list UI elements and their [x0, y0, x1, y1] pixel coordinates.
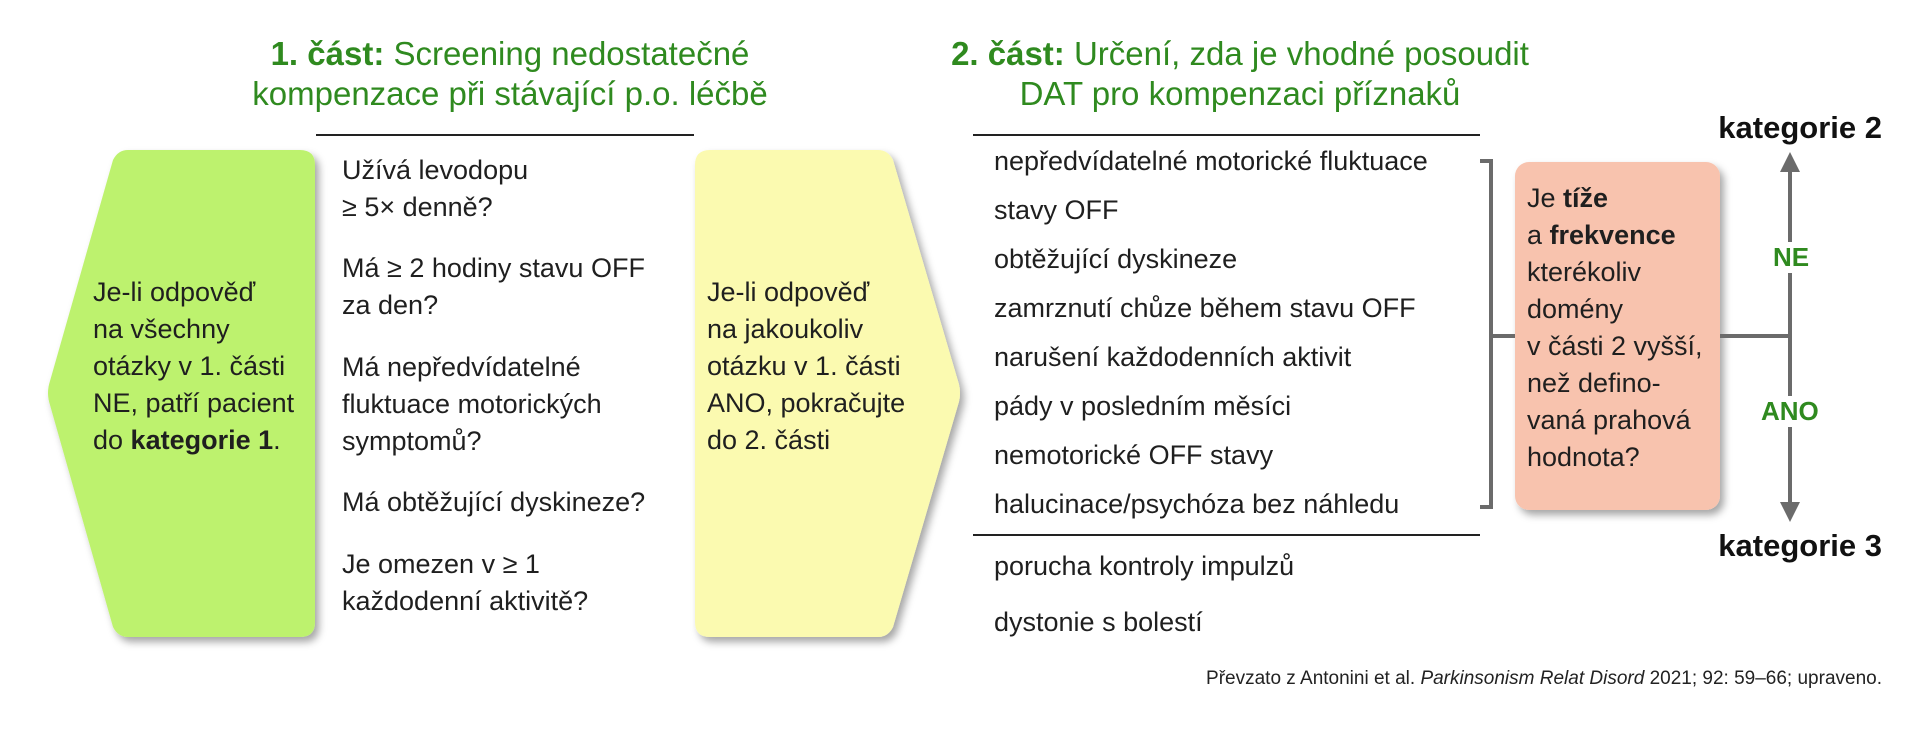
- part2-heading-line1: Určení, zda je vhodné posoudit: [1073, 35, 1529, 72]
- decision-line: vaná prahová: [1527, 405, 1691, 435]
- part1-heading-line2: kompenzace při stávající p.o. léčbě: [252, 75, 768, 112]
- criterion: zamrznutí chůze během stavu OFF: [994, 293, 1416, 323]
- left-box-last-prefix: do: [93, 425, 131, 455]
- decision-line-1: [1527, 180, 1712, 217]
- decision-l2-bold: frekvence: [1549, 220, 1676, 250]
- question-2-line2: za den?: [342, 290, 439, 320]
- question-1: [342, 152, 682, 226]
- decision-box-text: [1527, 180, 1712, 476]
- source-citation: [1206, 668, 1882, 690]
- question-1-line2: ≥ 5× denně?: [342, 192, 493, 222]
- middle-box-line: ANO, pokračujte: [707, 388, 906, 418]
- decision-line: než defino-: [1527, 368, 1661, 398]
- decision-line: hodnota?: [1527, 442, 1640, 472]
- yes-label: ANO: [1761, 396, 1819, 426]
- question-3-line3: symptomů?: [342, 426, 482, 456]
- left-box-line: otázky v 1. části: [93, 351, 286, 381]
- part1-heading-bold: 1. část:: [270, 35, 385, 72]
- source-journal: Parkinsonism Relat Disord: [1420, 668, 1645, 689]
- decision-l1-prefix: Je: [1527, 183, 1564, 213]
- extra-criterion: porucha kontroly impulzů: [994, 551, 1295, 581]
- middle-box-line: otázku v 1. části: [707, 351, 901, 381]
- decision-line: kterékoliv: [1527, 257, 1642, 287]
- question-4: [342, 484, 682, 521]
- part1-heading-line1: Screening nedostatečné: [393, 35, 750, 72]
- decision-l1-bold: tíže: [1563, 183, 1609, 213]
- question-1-line1: Užívá levodopu: [342, 155, 529, 185]
- left-box-line: Je-li odpověď: [93, 277, 256, 307]
- question-5: [342, 546, 682, 620]
- left-box-line: NE, patří pacient: [93, 388, 295, 418]
- source-prefix: Převzato z Antonini et al.: [1206, 668, 1421, 689]
- criterion: stavy OFF: [994, 195, 1119, 225]
- middle-box-text: [707, 274, 947, 459]
- left-box-category1: kategorie 1: [130, 425, 274, 455]
- no-label: NE: [1773, 242, 1810, 272]
- decision-line-2: [1527, 217, 1712, 254]
- left-box-line: na všechny: [93, 314, 230, 344]
- decision-l2-prefix: a: [1527, 220, 1550, 250]
- arrow-down-head: [1780, 502, 1800, 522]
- category-2-label: kategorie 2: [1718, 110, 1882, 145]
- question-3: [342, 349, 682, 460]
- source-suffix: 2021; 92: 59–66; upraveno.: [1644, 668, 1882, 689]
- question-5-line2: každodenní aktivitě?: [342, 586, 589, 616]
- question-4-line1: Má obtěžující dyskineze?: [342, 487, 646, 517]
- criterion: halucinace/psychóza bez náhledu: [994, 489, 1400, 519]
- extra-criterion: dystonie s bolestí: [994, 607, 1203, 637]
- part2-heading-line2: DAT pro kompenzaci příznaků: [1019, 75, 1461, 112]
- criterion: pády v posledním měsíci: [994, 391, 1292, 421]
- left-box-text: [93, 274, 313, 459]
- left-box-last-suffix: .: [273, 425, 281, 455]
- question-2: [342, 250, 682, 324]
- criterion: nepředvídatelné motorické fluktuace: [994, 146, 1428, 176]
- decision-line: v části 2 vyšší,: [1527, 331, 1703, 361]
- middle-box-line: Je-li odpověď: [707, 277, 870, 307]
- criterion: narušení každodenních aktivit: [994, 342, 1352, 372]
- question-3-line2: fluktuace motorických: [342, 389, 602, 419]
- criterion: obtěžující dyskineze: [994, 244, 1238, 274]
- decision-line: domény: [1527, 294, 1624, 324]
- category-3-label: kategorie 3: [1718, 528, 1882, 563]
- question-2-line1: Má ≥ 2 hodiny stavu OFF: [342, 253, 645, 283]
- middle-box-line: do 2. části: [707, 425, 831, 455]
- question-5-line1: Je omezen v ≥ 1: [342, 549, 540, 579]
- middle-box-line: na jakoukoliv: [707, 314, 864, 344]
- part2-heading-bold: 2. část:: [951, 35, 1065, 72]
- criterion: nemotorické OFF stavy: [994, 440, 1274, 470]
- question-3-line1: Má nepředvídatelné: [342, 352, 581, 382]
- arrow-up-head: [1780, 152, 1800, 172]
- left-box-last-line: [93, 422, 313, 459]
